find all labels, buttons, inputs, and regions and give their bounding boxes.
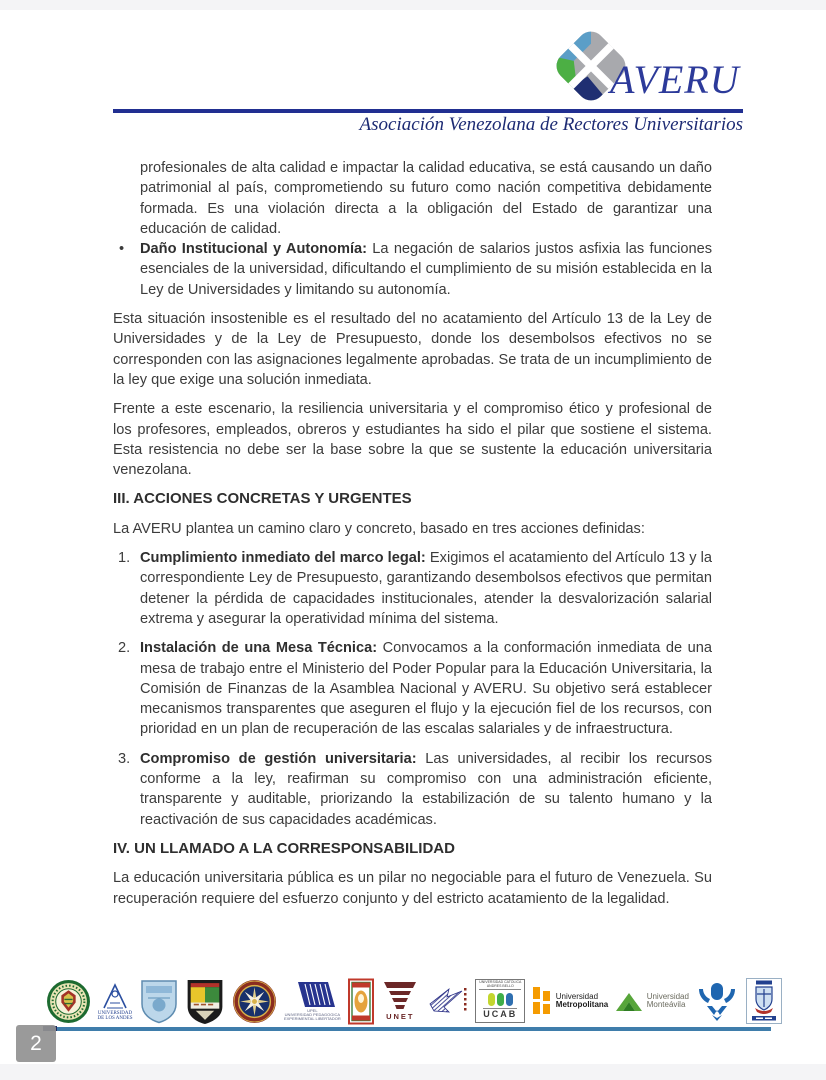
logo-caption: UNET	[386, 1012, 415, 1022]
monteavila-chevron-icon	[615, 989, 643, 1013]
logo-caption: Universidad	[555, 991, 599, 1001]
paragraph: La educación universitaria pública es un pilar no negociable para el futuro de Venezuela. Su recuperación requiere del esfuerzo conjunto y del estricto acatamiento de la legalidad.	[113, 870, 712, 907]
section-heading-iii: III. ACCIONES CONCRETAS Y URGENTES	[113, 490, 412, 508]
page-bottom-edge	[0, 1064, 826, 1080]
paragraph: Esta situación insostenible es el resultado del no acatamiento del Artículo 13 de la Ley de Universidades y de la Ley de Presupuesto, donde los desembolsos efectivos no se corresponden con las asignaciones legalmente aprobadas. Se trata de un incumplimiento de la ley que exige una solución inmediata.	[113, 311, 712, 388]
upel-logo	[283, 981, 341, 1022]
logo-caption: Universidad	[646, 991, 689, 1001]
section-heading-iv: IV. UN LLAMADO A LA CORRESPONSABILIDAD	[113, 839, 455, 857]
numbered-list	[113, 548, 712, 830]
item-number: 2.	[118, 640, 131, 657]
university-figure-icon	[695, 979, 739, 1023]
unimet-bars-icon	[532, 985, 552, 1017]
letterhead	[0, 10, 826, 160]
university-compass-seal-icon	[232, 979, 277, 1024]
ucab-dots-icon	[488, 993, 513, 1006]
item-text: Exigimos el acatamiento del Artículo 13 y la correspondiente Ley de Presupuesto, garantizando desembolsos efectivos que permitan detener la pérdida de capacidades institucionales, atender la desvalorización salarial extrema y asegurar la operatividad mínima del sistema.	[140, 550, 712, 627]
brand-tagline: Asociación Venezolana de Rectores Universitarios	[359, 114, 743, 135]
item-number: 1.	[118, 550, 131, 567]
logo-caption: ANDRES BELLO	[486, 983, 514, 988]
item-text: Convocamos a la conformación inmediata de una mesa de trabajo entre el Ministerio del Poder Popular para la Educación Universitaria, la Comisión de Finanzas de la Asamblea Nacional y AVERU. Su objetivo será establecer mecanismos transparentes que aseguren el flujo y la ejecución fiel de los recursos, con prioridad en un plan de recuperación de las escalas salariales y de infraestructura.	[140, 640, 712, 738]
university-red-crest-icon	[348, 978, 374, 1025]
bullet-marker: •	[119, 241, 125, 258]
logo-caption: Metropolitana	[555, 1000, 609, 1009]
unet-logo	[380, 981, 420, 1021]
page-number-badge: 2	[16, 1025, 56, 1062]
paragraph-continuation: profesionales de alta calidad e impactar la calidad educativa, se está causando un daño patrimonial al país, comprometiendo su futuro como nación competitiva debidamente formada. Es una violación directa a la obligación del Estado de garantizar una educación de calidad.	[140, 160, 712, 237]
paragraph: La AVERU plantea un camino claro y concreto, basado en tres acciones definidas:	[113, 520, 645, 537]
university-seal-icon	[46, 979, 91, 1024]
logo-caption: DE LOS ANDES	[97, 1016, 133, 1021]
bullet-item	[113, 239, 712, 300]
logo-caption: UCAB	[483, 1009, 518, 1020]
document-body	[113, 158, 712, 918]
item-label: Cumplimiento inmediato del marco legal:	[140, 550, 426, 567]
university-shield-banner-icon	[746, 978, 782, 1024]
item-text: Las universidades, al recibir los recursos conforme a la ley, reafirman su compromiso con una administración eficiente, transparente y auditable, priorizando la estabilización de su talento humano y la reactivación de sus capacidades académicas.	[140, 750, 712, 828]
university-blue-shield-icon	[139, 978, 179, 1024]
university-crest-icon	[185, 978, 225, 1025]
logo-caption: Monteávila	[646, 1000, 686, 1009]
list-item	[113, 548, 712, 629]
page-top-edge	[0, 0, 826, 10]
list-item	[113, 749, 712, 830]
ucab-logo	[475, 979, 525, 1023]
item-number: 3.	[118, 750, 131, 767]
logo-caption: UPEL	[307, 1007, 318, 1013]
logo-caption: EXPERIMENTAL LIBERTADOR	[283, 1016, 341, 1022]
paragraph: Frente a este escenario, la resiliencia universitaria y el compromiso ético y profesional de los profesores, empleados, obreros y estudiantes ha sido el pilar que sostiene el sistema. Esta resistencia no debe ser la base sobre la que se sustente la educación universitaria venezolana.	[113, 401, 712, 479]
logo-caption: UNIVERSIDAD PEDAGOGICA	[284, 1011, 341, 1017]
member-universities-logo-strip	[46, 976, 782, 1026]
bullet-label: Daño Institucional y Autonomía:	[140, 241, 367, 258]
universidad-de-los-andes-logo	[97, 981, 132, 1022]
universidad-metropolitana-logo	[532, 985, 608, 1017]
bullet-text: La negación de salarios justos asfixia las funciones esenciales de la universidad, dificultando el cumplimiento de su misión establecida en la Ley de Universidades y limitando su autonomía.	[140, 241, 712, 298]
item-label: Instalación de una Mesa Técnica:	[140, 640, 378, 657]
header-rule	[113, 109, 743, 113]
logo-caption: UNIVERSIDAD	[97, 1010, 133, 1016]
brand-name: AVERU	[610, 57, 740, 102]
universidad-monteavila-logo	[615, 989, 689, 1013]
logo-caption: UNIVERSIDAD CATOLICA	[479, 980, 522, 985]
footer-rule	[57, 1027, 771, 1031]
list-item	[113, 638, 712, 739]
university-bird-icon	[427, 980, 469, 1022]
item-label: Compromiso de gestión universitaria:	[140, 750, 417, 767]
